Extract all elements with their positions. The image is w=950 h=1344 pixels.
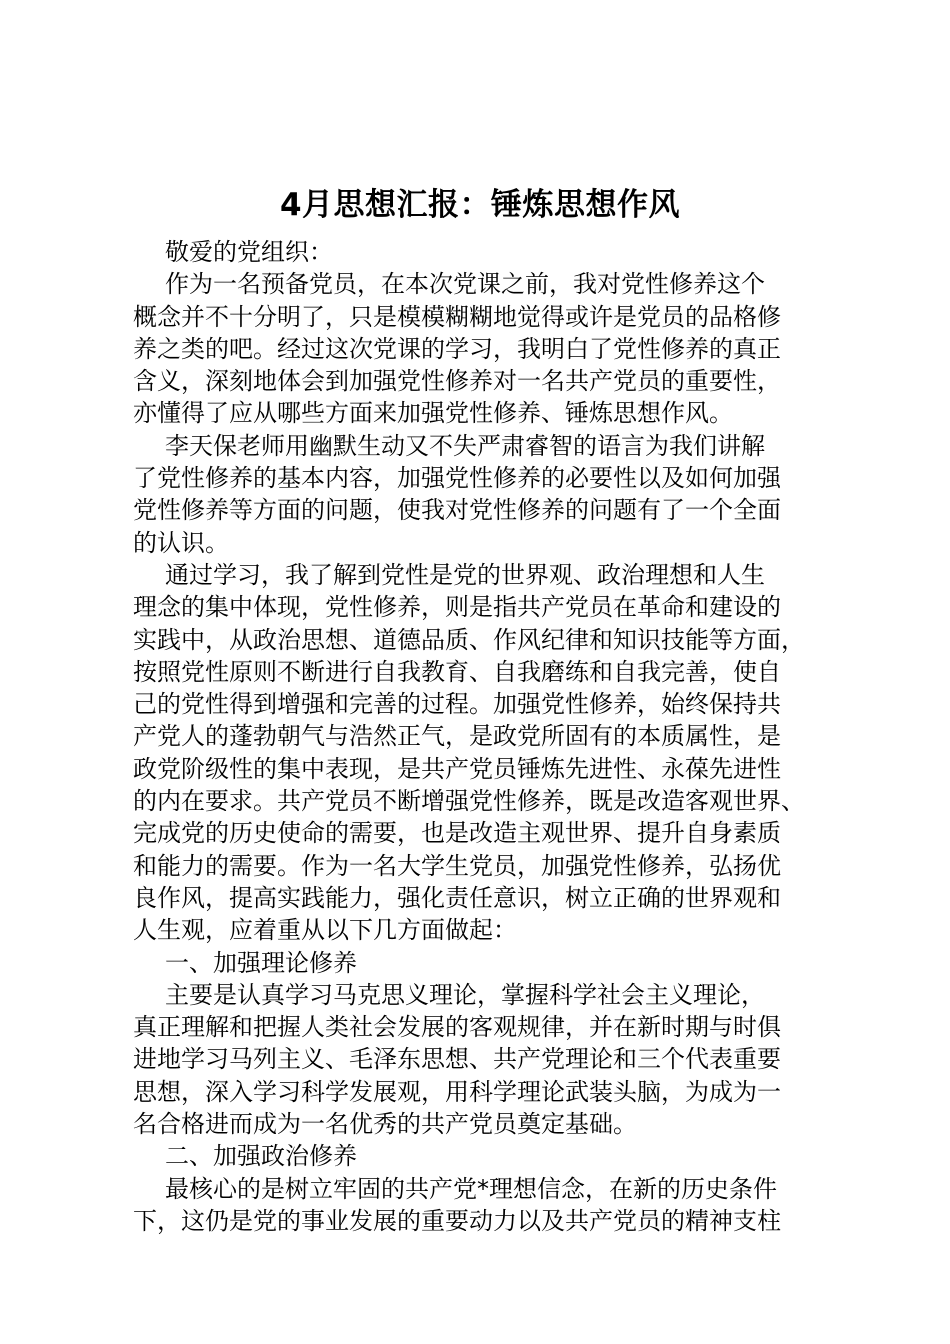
body-line: 最核心的是树立牢固的共产党*理想信念，在新的历史条件 xyxy=(165,1174,777,1203)
body-line: 良作风，提高实践能力，强化责任意识，树立正确的世界观和 xyxy=(133,883,781,912)
body-line: 养之类的吧。经过这次党课的学习，我明白了党性修养的真正 xyxy=(133,334,781,363)
document-title: 4月思想汇报：锤炼思想作风 xyxy=(279,187,681,223)
body-line: 党性修养等方面的问题，使我对党性修养的问题有了一个全面 xyxy=(133,496,781,525)
body-line: 己的党性得到增强和完善的过程。加强党性修养，始终保持共 xyxy=(133,690,781,719)
body-line: 主要是认真学习马克思义理论，掌握科学社会主义理论， xyxy=(165,980,765,1009)
body-line: 真正理解和把握人类社会发展的客观规律，并在新时期与时俱 xyxy=(133,1013,781,1042)
body-line: 政党阶级性的集中表现，是共产党员锤炼先进性、永葆先进性 xyxy=(133,754,781,783)
body-line: 理念的集中体现，党性修养，则是指共产党员在革命和建设的 xyxy=(133,593,781,622)
body-line: 的内在要求。共产党员不断增强党性修养，既是改造客观世界、 xyxy=(133,787,805,816)
body-line: 亦懂得了应从哪些方面来加强党性修养、锤炼思想作风。 xyxy=(133,399,733,428)
body-line: 李天保老师用幽默生动又不失严肃睿智的语言为我们讲解 xyxy=(165,431,765,460)
body-line: 实践中，从政治思想、道德品质、作风纪律和知识技能等方面， xyxy=(133,625,805,654)
body-line: 了党性修养的基本内容，加强党性修养的必要性以及如何加强 xyxy=(133,464,781,493)
body-line: 的认识。 xyxy=(133,528,229,557)
body-line: 和能力的需要。作为一名大学生党员，加强党性修养，弘扬优 xyxy=(133,851,781,880)
salutation: 敬爱的党组织： xyxy=(165,238,333,266)
section-heading: 二、加强政治修养 xyxy=(165,1142,357,1171)
body-line: 概念并不十分明了，只是模模糊糊地觉得或许是党员的品格修 xyxy=(133,302,781,331)
body-line: 下，这仍是党的事业发展的重要动力以及共产党员的精神支柱 xyxy=(133,1206,781,1235)
body-line: 通过学习，我了解到党性是党的世界观、政治理想和人生 xyxy=(165,560,765,589)
body-line: 思想，深入学习科学发展观，用科学理论武装头脑，为成为一 xyxy=(133,1077,781,1106)
body-line: 产党人的蓬勃朝气与浩然正气，是政党所固有的本质属性，是 xyxy=(133,722,781,751)
body-line: 名合格进而成为一名优秀的共产党员奠定基础。 xyxy=(133,1110,637,1139)
body-line: 含义，深刻地体会到加强党性修养对一名共产党员的重要性， xyxy=(133,367,781,396)
body-line: 人生观，应着重从以下几方面做起： xyxy=(133,916,517,945)
body-line: 按照党性原则不断进行自我教育、自我磨练和自我完善，使自 xyxy=(133,657,781,686)
document-body xyxy=(133,236,845,1237)
body-line: 作为一名预备党员，在本次党课之前，我对党性修养这个 xyxy=(165,270,765,299)
body-line: 进地学习马列主义、毛泽东思想、共产党理论和三个代表重要 xyxy=(133,1045,781,1074)
body-line: 完成党的历史使命的需要，也是改造主观世界、提升自身素质 xyxy=(133,819,781,848)
section-heading: 一、加强理论修养 xyxy=(165,948,357,977)
